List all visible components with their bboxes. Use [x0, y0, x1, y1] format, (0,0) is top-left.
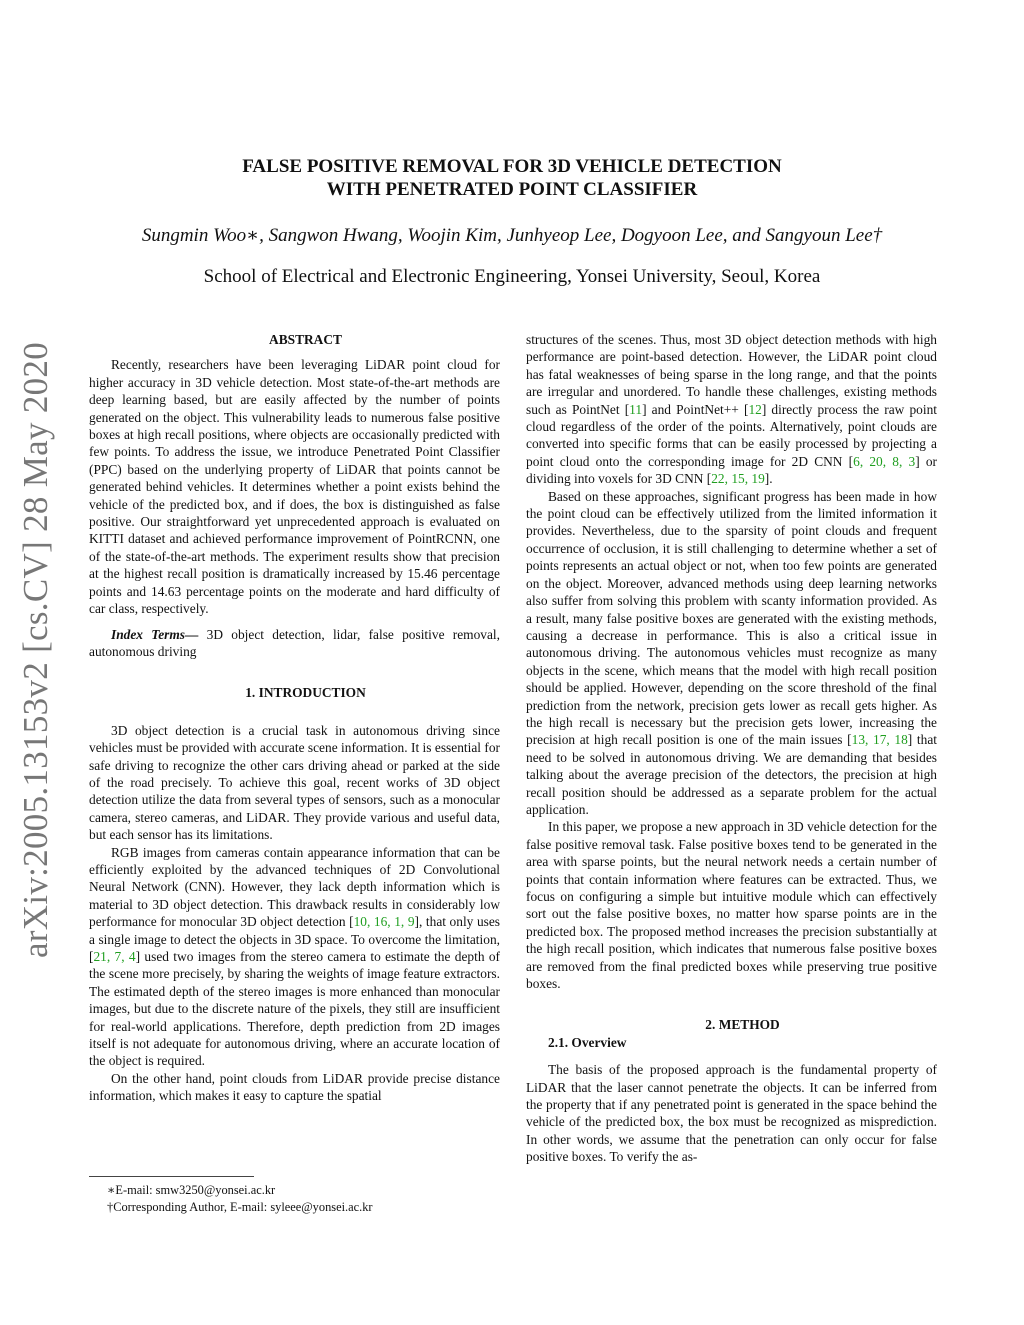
right-column [526, 331, 937, 1166]
right-paragraph-2: Based on these approaches, significant progress has been made in how the point cloud can be effectively utilized from the limited information it provides. Nevertheless, due to the sparsity of point clouds and frequent occurrence of occlusion, it is still challenging to determine whether a set of points represents an actual object or not, when too few points are generated on the object. Moreover, advanced methods using deep learning networks also suffer from solving this problem with scanty information provided. As a result, many false positive boxes are generated with the existing methods, causing a decrease in performance. This is also a critical issue in autonomous driving. The autonomous vehicles must recognize as many objects in the scene, which means that the model with high recall position should be applied. However, depending on the score threshold of the final prediction from the network, precision gets lower as recall gets higher. As the high recall is necessary but the precision gets lower, increasing the precision at high recall position is one of the main issues [13, 17, 18] that need to be solved in autonomous driving. We are demanding that besides talking about the average precision of the detectors, the precision at high recall position should be addressed as a separate problem for the actual application. [526, 488, 937, 817]
paper-title [0, 155, 1024, 201]
affiliation: School of Electrical and Electronic Engineering, Yonsei University, Seoul, Korea [203, 266, 821, 287]
index-terms-label: Index Terms— [111, 626, 199, 642]
intro-paragraph-2: RGB images from cameras contain appearance information that can be efficiently exploited by the advanced techniques of 2D Convolutional Neural Network (CNN). However, they lack depth information which is material to 3D object detection. This drawback results in considerably low performance for monocular 3D object detection [10, 16, 1, 9], that only uses a single image to detect the objects in 3D space. To overcome the limitation, [21, 7, 4] used two images from the stereo camera to estimate the depth of the scene more precisely, by sharing the weights of image feature extractors. The estimated depth of the stereo images is more enhanced than monocular images, but due to the discrete nature of the pixels, they still are insufficient for real-world applications. Therefore, depth prediction from 2D images itself is not adequate for autonomous driving, where an accurate location of the object is required. [89, 844, 501, 1069]
citation-link[interactable]: 6, 20, 8, 3 [853, 453, 916, 469]
arxiv-sidebar [16, 340, 56, 960]
citation-link[interactable]: 13, 17, 18 [851, 732, 908, 748]
arxiv-identifier: arXiv:2005.13153v2 [cs.CV] 28 May 2020 [16, 341, 55, 959]
title-line-1: FALSE POSITIVE REMOVAL FOR 3D VEHICLE DETECTION [242, 156, 782, 177]
title-line-2: WITH PENETRATED POINT CLASSIFIER [326, 179, 698, 200]
right-paragraph-1: structures of the scenes. Thus, most 3D object detection methods with high performance are point-based detection. However, the LiDAR point cloud has fatal weaknesses of being sparse in the long range, and that the points are irregular and unordered. To handle these challenges, existing methods such as PointNet [11] and PointNet++ [12] directly process the raw point cloud regardless of the order of the points. Alternatively, point clouds are converted into specific forms that can be easily processed by projecting a point cloud onto the corresponding image for 2D CNN [6, 20, 8, 3] or dividing into voxels for 3D CNN [22, 15, 19]. [526, 332, 937, 487]
citation-link[interactable]: 10, 16, 1, 9 [353, 914, 415, 930]
author-list: Sungmin Woo∗, Sangwon Hwang, Woojin Kim, Junhyeop Lee, Dogyoon Lee, and Sangyoun Lee† [141, 225, 883, 246]
citation-link[interactable]: 21, 7, 4 [93, 949, 136, 964]
intro-paragraph-1: 3D object detection is a crucial task in autonomous driving since vehicles must be provided with accurate scene information. It is essential for safe driving to recognize the other cars driving ahead or parked at the side of the road precisely. To achieve this goal, recent works of 3D object detection utilize the data from several types of sensors, such as a monocular camera, stereo cameras, and LiDAR. They provide various and useful data, but each sensor has its limitations. [89, 722, 500, 843]
footnotes [89, 1176, 500, 1216]
citation-link[interactable]: 11 [629, 401, 643, 417]
citation-link[interactable]: 12 [748, 401, 762, 417]
right-paragraph-3: In this paper, we propose a new approach in 3D vehicle detection for the false positive removal task. False positive boxes tend to be generated in the area with sparse points, but the neural network needs a certain number of points that contain information where features can be extracted. Thus, we focus on configuring a simple but intuitive module which can effectively sort out the false positive boxes, no matter how sparse points are in the predicted box. The proposed method increases the precision substantially at the high recall position, which indicates that numerous false positive boxes are removed from the final predicted boxes while preserving true positive boxes. [526, 819, 937, 992]
method-heading: 2. METHOD [705, 1017, 780, 1033]
footnote-corresponding: †Corresponding Author, E-mail: syleee@yonsei.ac.kr [107, 1200, 373, 1214]
overview-heading: 2.1. Overview [548, 1034, 627, 1050]
footnote-divider [89, 1176, 254, 1177]
left-column [89, 331, 500, 1105]
intro-paragraph-3: On the other hand, point clouds from LiDAR provide precise distance information, which makes it easy to capture the spatial [89, 1070, 500, 1104]
abstract-heading: ABSTRACT [269, 332, 342, 347]
index-terms [89, 626, 500, 661]
introduction-heading: 1. INTRODUCTION [245, 685, 366, 701]
overview-paragraph: The basis of the proposed approach is the fundamental property of LiDAR that the laser cannot penetrate the objects. It can be inferred from the property that if any penetrated point is generated in the space behind the vehicle of the predicted box, the box must be recognized as misprediction. In other words, we assume that the penetration can only occur for false positive boxes. To verify the as- [526, 1062, 937, 1165]
index-terms-text: 3D object detection, lidar, false positive removal, autonomous driving [89, 626, 500, 659]
abstract-text: Recently, researchers have been leveraging LiDAR point cloud for higher accuracy in 3D vehicle detection. Most state-of-the-art methods are deep learning based, but are easily affected by the number of points generated on the object. This vulnerability leads to numerous false positive boxes at high recall positions, where objects are occasionally predicted with few points. To address the issue, we introduce Penetrated Point Classifier (PPC) based on the underlying property of LiDAR that points cannot be generated behind vehicles. It determines whether a point exists behind the vehicle of the predicted box, and if does, the box is distinguished as false positive. Our straightforward yet unprecedented approach is evaluated on KITTI dataset and achieved performance improvement of PointRCNN, one of the state-of-the-art methods. The experiment results show that precision at the highest recall position is dramatically increased by 15.46 percentage points and 14.63 percentage points on the moderate and hard difficulty of car class, respectively. [89, 357, 500, 617]
citation-link[interactable]: 22, 15, 19 [711, 471, 765, 487]
footnote-email: ∗E-mail: smw3250@yonsei.ac.kr [107, 1183, 276, 1197]
